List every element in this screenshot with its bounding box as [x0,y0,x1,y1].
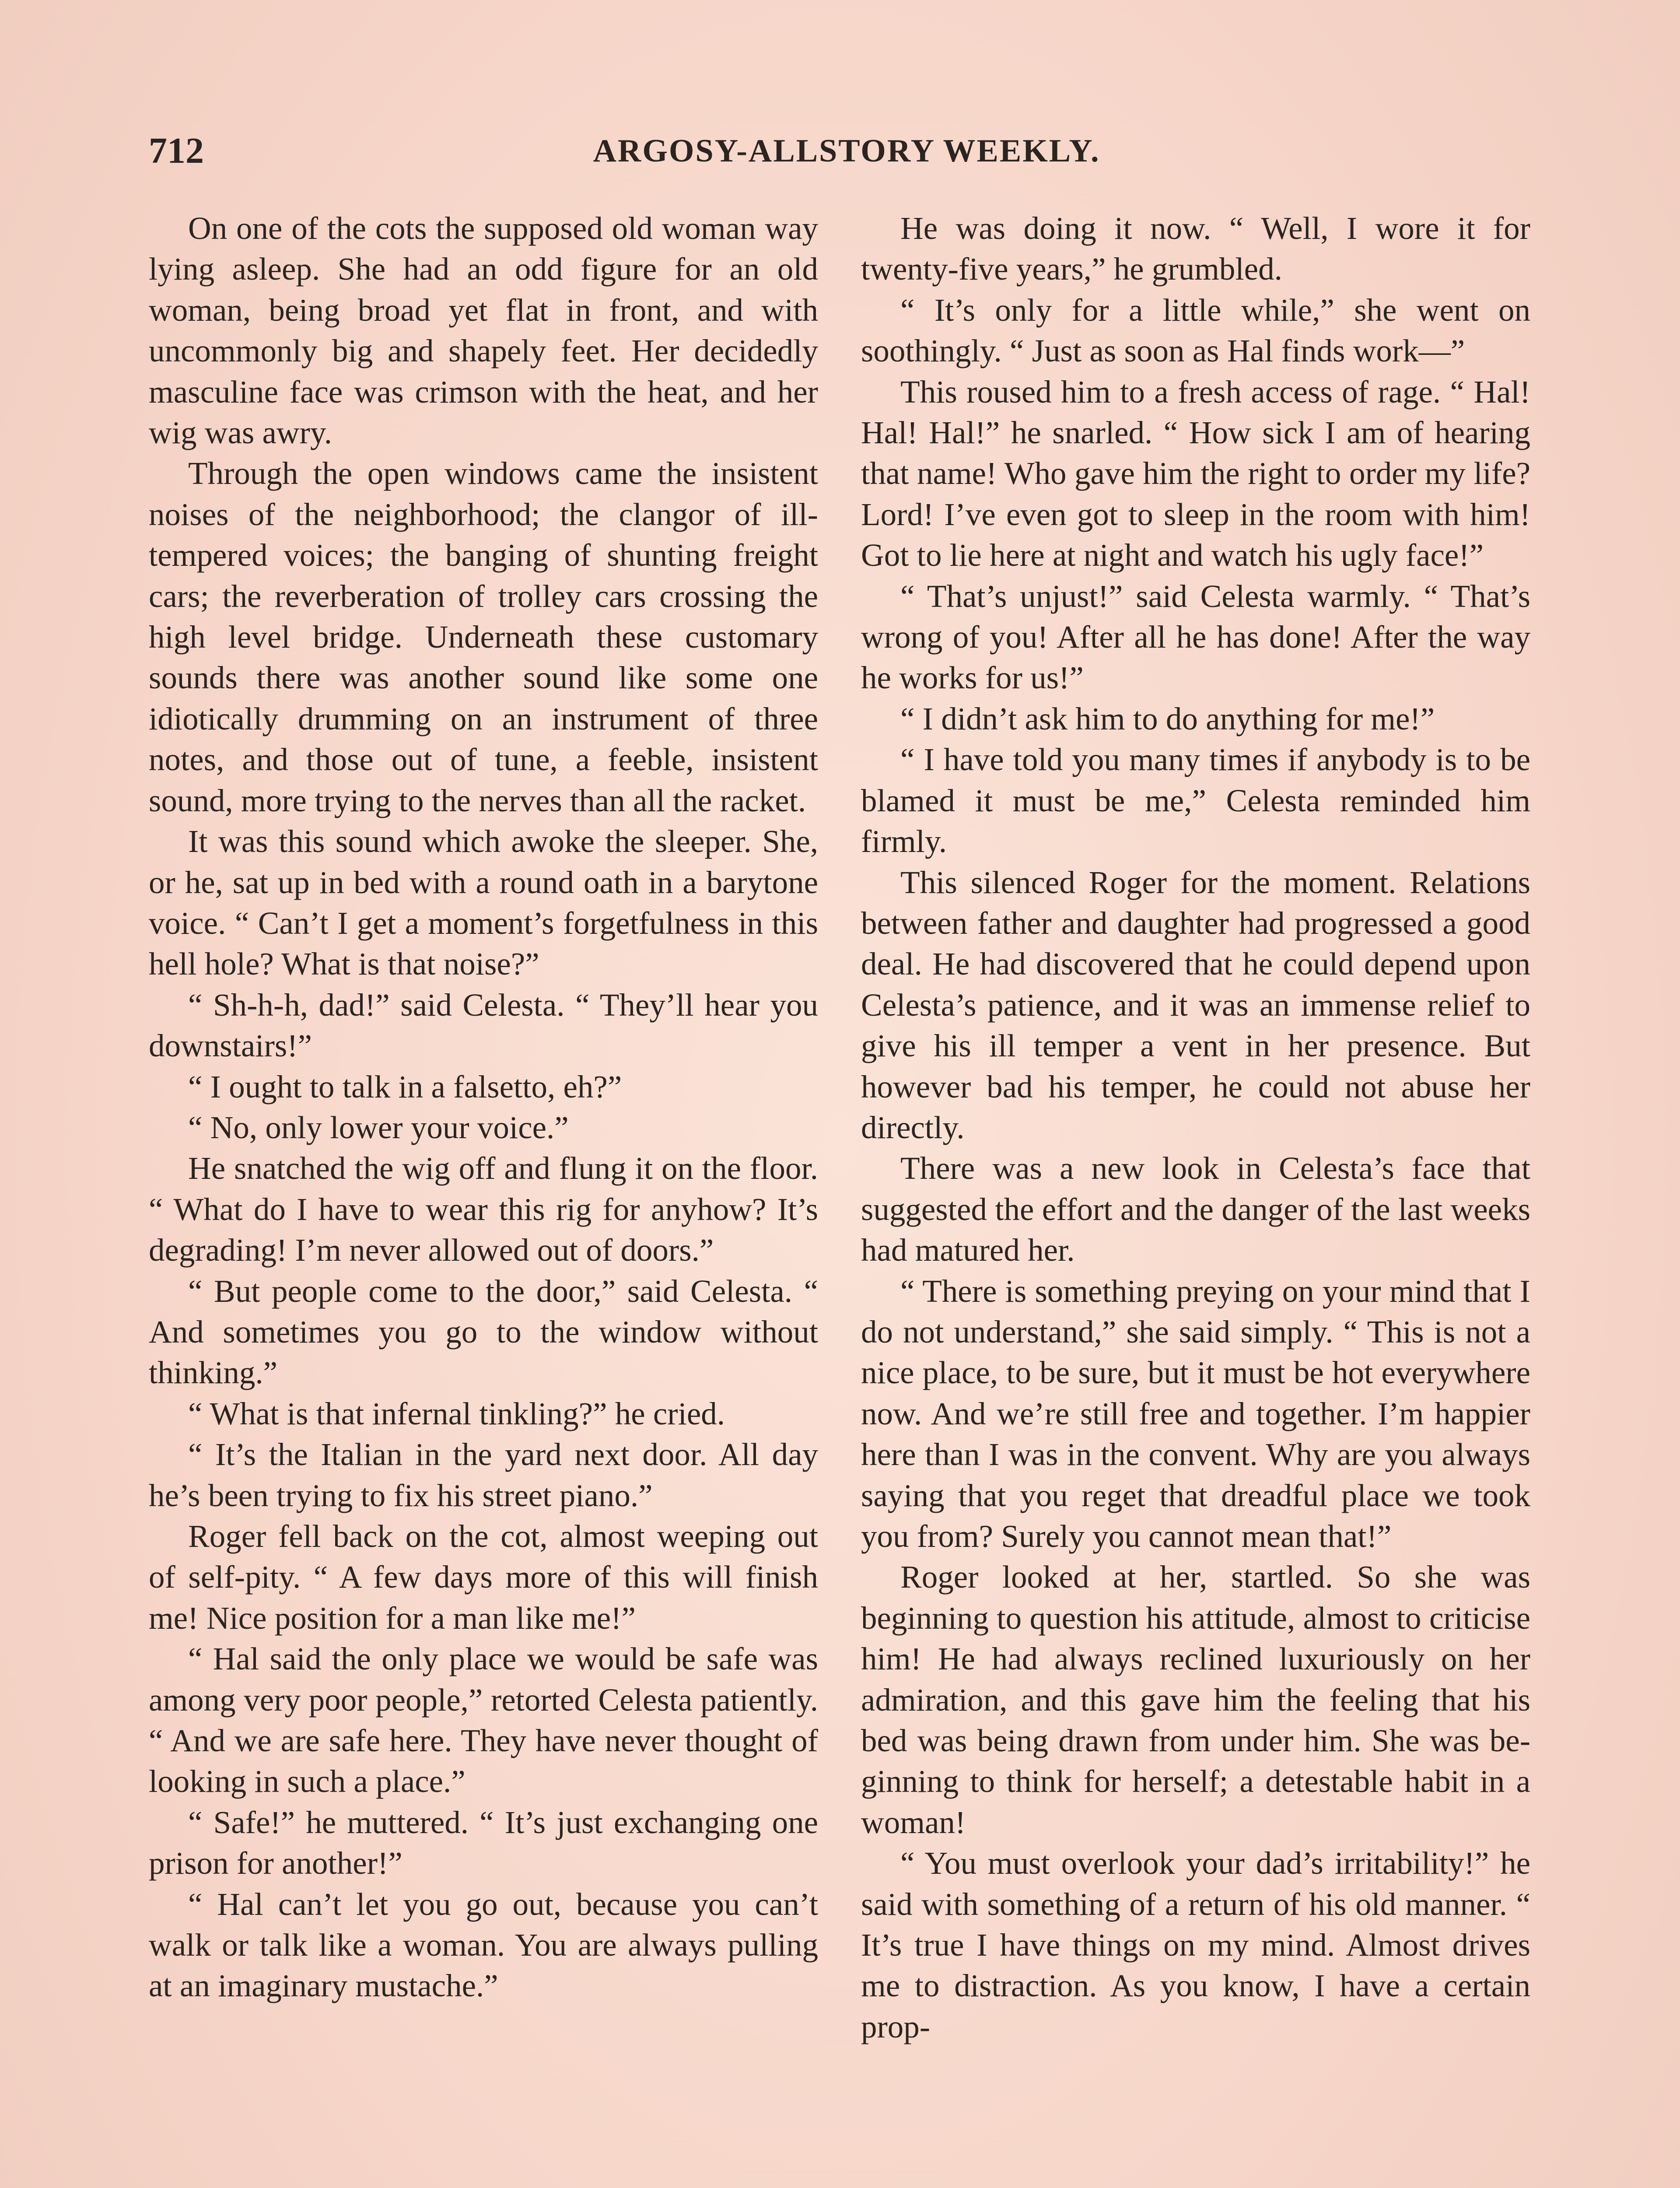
right-column [861,208,1530,2188]
paragraph: There was a new look in Celesta’s face that suggested the effort and the danger of the last weeks had matured her. [861,1150,1530,1268]
paragraph: “ It’s only for a little while,” she went on soothingly. “ Just as soon as Hal finds work—” [861,292,1530,369]
paragraph: “ I ought to talk in a falsetto, eh?” [188,1069,622,1105]
paragraph: “ What is that infernal tinkling?” he cried. [188,1396,725,1431]
page-number: 712 [149,130,204,171]
left-column [149,208,818,2188]
paragraph: This roused him to a fresh access of rage. “ Hal! Hal! Hal!” he snarled. “ How sick I am of hearing that name! Who gave him the right to order my life? Lord! I’ve even got to sleep in the room with him! Got to lie here at night and watch his ugly face!” [861,374,1530,573]
paragraph: Roger looked at her, startled. So she was beginning to question his attitude, almost to criticise him! He had always reclined luxuriously on her admiration, and this gave him the feeling that his bed was being drawn from under him. She was beginning to think for herself; a detestable habit in a woman! [861,1559,1530,1840]
paragraph: “ That’s unjust!” said Celesta warmly. “ That’s wrong of you! After all he has done! After the way he works for us!” [861,578,1530,696]
paragraph: “ Hal can’t let you go out, because you can’t walk or talk like a woman. You are always pulling at an imaginary mustache.” [149,1886,818,2004]
paragraph: “ I didn’t ask him to do anything for me!” [900,701,1435,736]
paragraph: This silenced Roger for the moment. Relations between father and daughter had progressed a good deal. He had discovered that he could depend upon Celesta’s patience, and it was an immense relief to give his ill temper a vent in her presence. But however bad his temper, he could not abuse her directly. [861,864,1530,1145]
paragraph: “ But people come to the door,” said Celesta. “ And sometimes you go to the window without thinking.” [149,1273,818,1391]
paragraph: “ Hal said the only place we would be safe was among very poor people,” retorted Celesta patiently. “ And we are safe here. They have never thought of looking in such a place.” [149,1641,818,1799]
paragraph: “ No, only lower your voice.” [188,1109,569,1145]
paragraph: Through the open windows came the insistent noises of the neighborhood; the clangor of ill-tempered voices; the banging of shunting freight cars; the reverberation of trolley cars crossing the high level bridge. Underneath these customary sounds there was another sound like some one idiotically drumming on an instrument of three notes, and those out of tune, a feeble, insistent sound, more trying to the nerves than all the racket. [149,456,818,818]
paragraph: “ You must overlook your dad’s irritability!” he said with something of a return of his old manner. “ It’s true I have things on my mind. Almost drives me to distraction. As you know, I have a certain prop- [861,1845,1530,2044]
paragraph: “ I have told you many times if anybody is to be blamed it must be me,” Celesta reminded him firmly. [861,742,1530,859]
running-head: ARGOSY-ALLSTORY WEEKLY. [593,133,1100,169]
paragraph: “ Safe!” he muttered. “ It’s just exchanging one prison for another!” [149,1804,818,1881]
paragraph: “ There is something preying on your mind that I do not understand,” she said simply. “ This is not a nice place, to be sure, but it must be hot everywhere now. And we’re still free and together. I’m happier here than I was in the convent. Why are you always saying that you reget that dreadful place we took you from? Surely you cannot mean that!” [861,1273,1530,1554]
paragraph: On one of the cots the supposed old woman way lying asleep. She had an odd figure for an old woman, being broad yet flat in front, and with uncommonly big and shapely feet. Her decidedly masculine face was crimson with the heat, and her wig was awry. [149,210,818,451]
paragraph: “ Sh-h-h, dad!” said Celesta. “ They’ll hear you downstairs!” [149,987,818,1064]
page-header [149,127,1544,179]
paragraph: It was this sound which awoke the sleeper. She, or he, sat up in bed with a round oath in a barytone voice. “ Can’t I get a moment’s forgetfulness in this hell hole? What is that noise?” [149,824,818,982]
paragraph: “ It’s the Italian in the yard next door. All day he’s been trying to fix his street piano.” [149,1437,818,1513]
paragraph: Roger fell back on the cot, almost weeping out of self-pity. “ A few days more of this will finish me! Nice position for a man like me!” [149,1518,818,1636]
paragraph: He snatched the wig off and flung it on the floor. “ What do I have to wear this rig for anyhow? It’s degrading! I’m never allowed out of doors.” [149,1150,818,1268]
paragraph: He was doing it now. “ Well, I wore it for twenty-five years,” he grumbled. [861,210,1530,287]
